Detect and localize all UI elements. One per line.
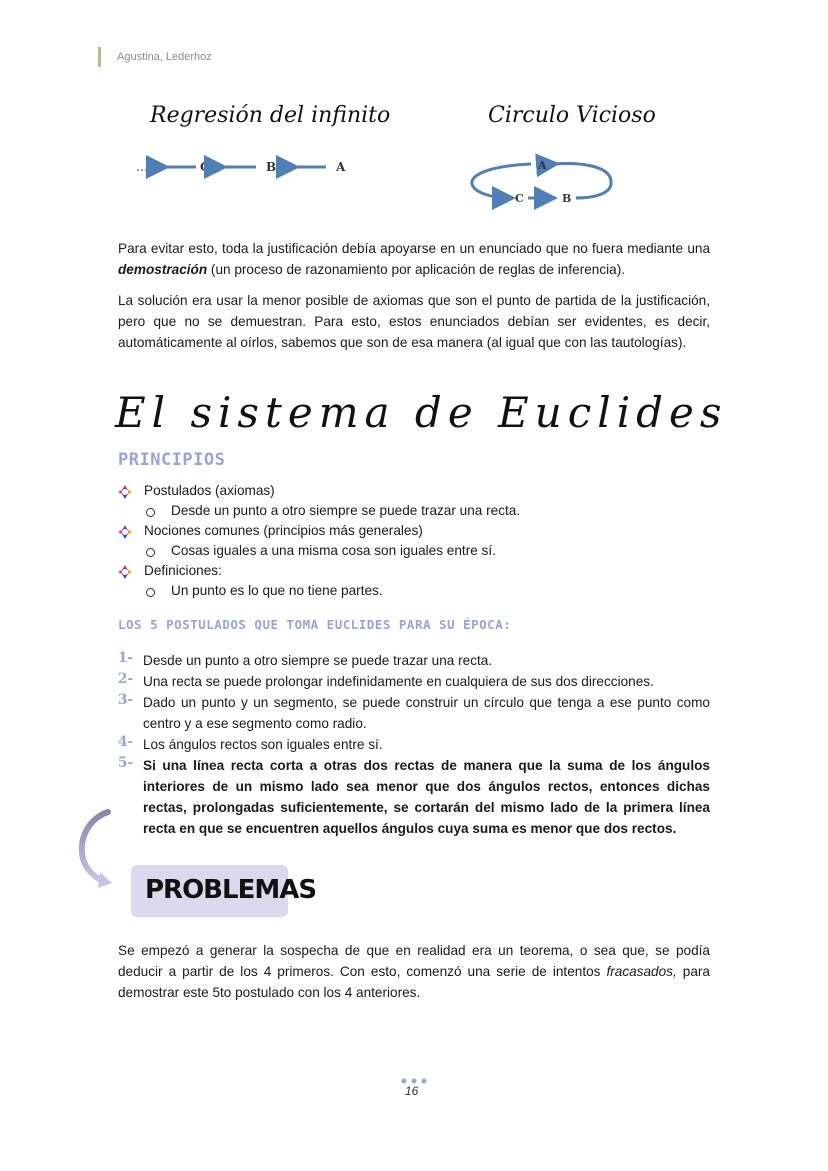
- p1-text-a: Para evitar esto, toda la justificación debía apoyarse en un enunciado que no fuera mediante una: [118, 241, 710, 256]
- regresion-title: Regresión del infinito: [150, 103, 391, 128]
- circle-arc-top: [554, 164, 611, 182]
- problemas-italic-term: fracasados,: [606, 964, 677, 979]
- page-header: Agustina, Lederhoz: [98, 47, 212, 67]
- list-item-sub: Un punto es lo que no tiene partes.: [171, 583, 383, 598]
- postulados-heading: LOS 5 POSTULADOS QUE TOMA EUCLIDES PARA SU ÉPOCA:: [118, 617, 512, 632]
- p1-bold-term: demostración: [118, 262, 208, 277]
- circle-bullet-icon: [146, 508, 155, 517]
- circulo-diagram: [466, 152, 618, 214]
- list-item-label: Definiciones:: [144, 563, 222, 578]
- paragraph-axiomas: La solución era usar la menor posible de axiomas que son el punto de partida de la justificación, pero que no se demuestran. Para esto, estos enunciados debían ser evidentes, es decir, automáticamente al oírlos, sabemos que son de esa manera (al igual que con las tautologías).: [118, 293, 710, 350]
- circulo-label-c: C: [515, 192, 524, 205]
- list-item-sub: Cosas iguales a una misma cosa son iguales entre sí.: [171, 543, 496, 558]
- list-item-text: Los ángulos rectos son iguales entre sí.: [143, 737, 383, 752]
- main-title: El sistema de Euclides: [115, 388, 728, 437]
- list-number: 1-: [118, 650, 134, 666]
- problemas-text-a: Se empezó a generar la sospecha de que en realidad era un teorema, o sea que, se podía deducir a partir de los 4 primeros. Con esto, comenzó una serie de intentos: [118, 943, 710, 979]
- list-item-label: Nociones comunes (principios más generales): [144, 523, 423, 538]
- problemas-text-b: para demostrar este 5to postulado con los 4 anteriores.: [118, 964, 710, 1000]
- circle-bullet-icon: [146, 548, 155, 557]
- problemas-heading: PROBLEMAS: [145, 875, 317, 905]
- paragraph-demostracion: [118, 238, 710, 280]
- list-item-label: Postulados (axiomas): [144, 483, 275, 498]
- principios-heading: PRINCIPIOS: [118, 450, 226, 470]
- list-item-text: Una recta se puede prolongar indefinidamente en cualquiera de sus dos direcciones.: [143, 674, 654, 689]
- circulo-label-a: A: [538, 159, 547, 172]
- circulo-title: Circulo Vicioso: [488, 103, 656, 128]
- list-item-text: Dado un punto y un segmento, se puede construir un círculo que tenga a ese punto como centro y a ese segmento como radio.: [143, 695, 710, 731]
- problemas-heading-box: [131, 865, 317, 917]
- regresion-diagram: [130, 152, 360, 182]
- list-number: 2-: [118, 671, 134, 687]
- paragraph-problemas: [118, 940, 710, 1003]
- circle-arc-right: [576, 182, 611, 198]
- list-number: 3-: [118, 692, 134, 708]
- regresion-ellipsis: …: [136, 160, 148, 174]
- curved-arrow-icon: [76, 808, 116, 890]
- list-item-text: Desde un punto a otro siempre se puede trazar una recta.: [143, 653, 493, 668]
- arrow-bullet-icon: [118, 525, 132, 539]
- principios-list: [118, 483, 718, 603]
- arrow-bullet-icon: [118, 565, 132, 579]
- page-number: 16: [405, 1084, 419, 1098]
- circulo-label-b: B: [562, 192, 572, 205]
- p1-text-b: (un proceso de razonamiento por aplicación de reglas de inferencia).: [207, 262, 626, 277]
- regresion-label-c: C: [200, 160, 210, 174]
- circle-bullet-icon: [146, 588, 155, 597]
- list-item-sub: Desde un punto a otro siempre se puede trazar una recta.: [171, 503, 521, 518]
- arrow-bullet-icon: [118, 485, 132, 499]
- list-number: 4-: [118, 734, 134, 750]
- regresion-label-b: B: [266, 160, 277, 174]
- regresion-label-a: A: [336, 160, 346, 174]
- list-item-text: Si una línea recta corta a otras dos rectas de manera que la suma de los ángulos interiores de un mismo lado sea menor que dos ángulos rectos, entonces dichas rectas, prolongadas suficientemente, se cortarán del mismo lado de la primera línea recta en que se encuentren aquellos ángulos cuya suma es menor que dos rectos.: [143, 758, 710, 836]
- list-number: 5-: [118, 755, 134, 771]
